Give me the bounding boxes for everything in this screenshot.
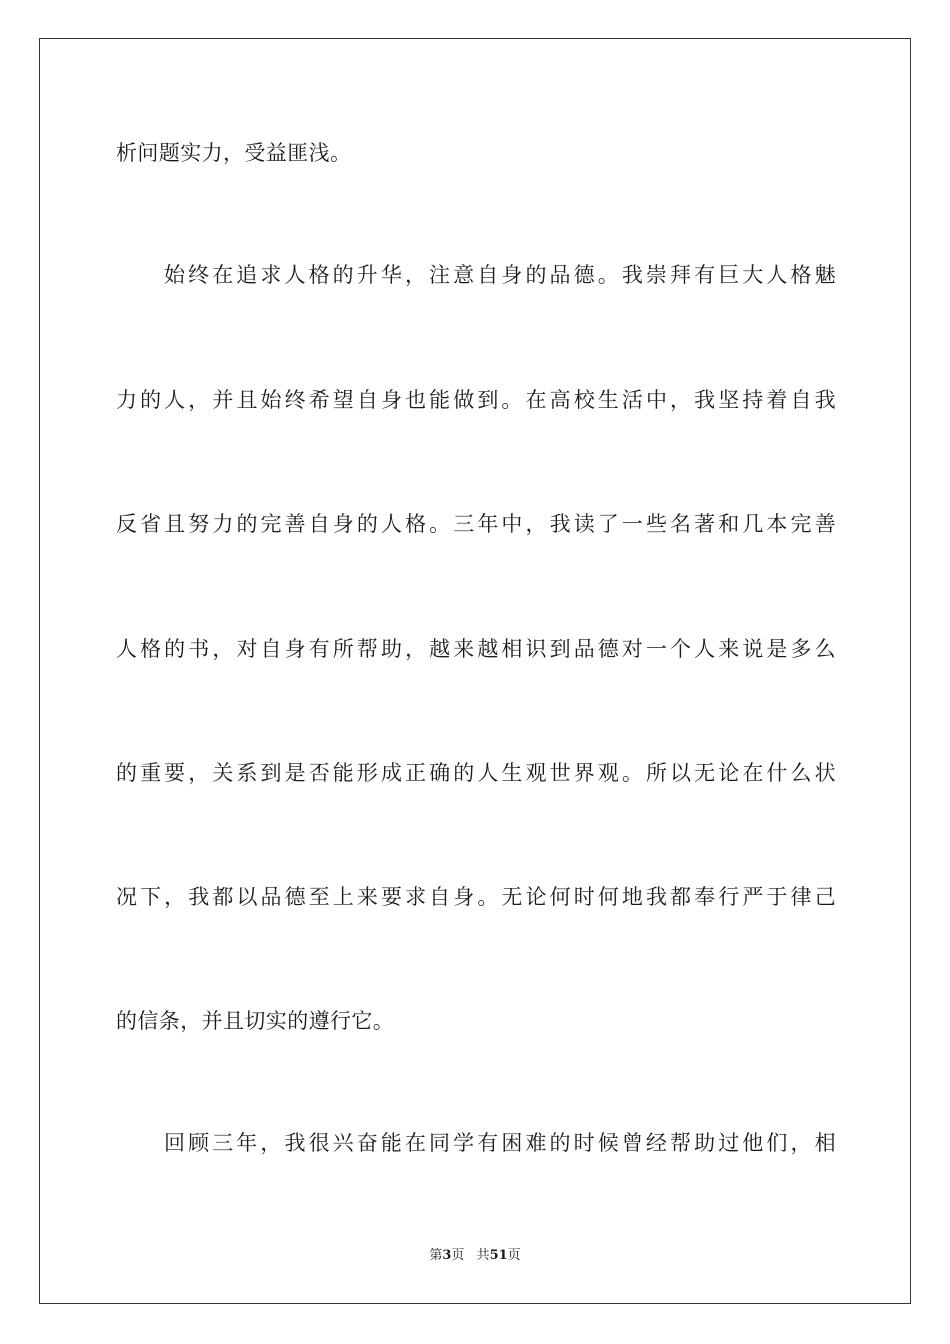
page-indicator: 第3页 (429, 1248, 465, 1263)
text-line-2: 始终在追求人格的升华，注意自身的品德。我崇拜有巨大人格魅 (164, 263, 836, 287)
text-line-3: 力的人，并且始终希望自身也能做到。在高校生活中，我坚持着自我 (116, 388, 836, 412)
total-pages-indicator: 共51页 (476, 1248, 521, 1263)
text-line-9: 回顾三年，我很兴奋能在同学有困难的时候曾经帮助过他们，相 (164, 1131, 836, 1155)
text-line-4: 反省且努力的完善自身的人格。三年中，我读了一些名著和几本完善 (116, 512, 836, 536)
text-line-7: 况下，我都以品德至上来要求自身。无论何时何地我都奉行严于律己 (116, 885, 836, 909)
page-number: 3 (442, 1248, 452, 1263)
total-pages: 51 (489, 1248, 508, 1263)
page-footer (0, 1247, 950, 1265)
page-border (39, 38, 911, 1304)
text-line-6: 的重要，关系到是否能形成正确的人生观世界观。所以无论在什么状 (116, 761, 836, 785)
text-line-5: 人格的书，对自身有所帮助，越来越相识到品德对一个人来说是多么 (116, 637, 836, 661)
text-line-1: 析问题实力，受益匪浅。 (116, 141, 352, 165)
text-line-8: 的信条，并且切实的遵行它。 (116, 1009, 395, 1033)
